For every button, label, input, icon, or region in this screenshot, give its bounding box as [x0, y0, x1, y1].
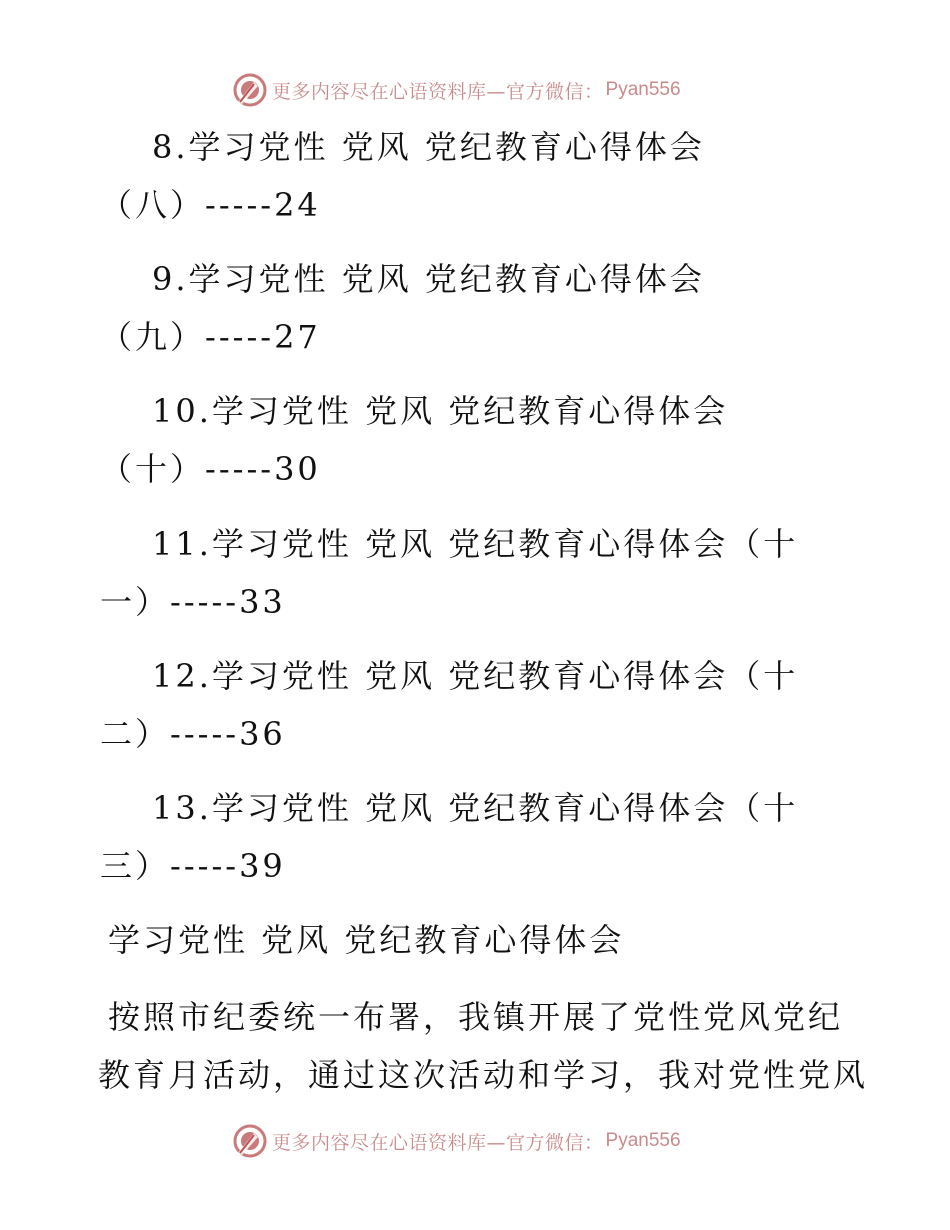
toc-entry-13-page: 三）-----39 — [100, 847, 286, 885]
section-title: 学习党性 党风 党纪教育心得体会 — [108, 921, 625, 959]
footer-watermark — [232, 1121, 681, 1161]
toc-entry-10-title: 10.学习党性 党风 党纪教育心得体会 — [152, 392, 729, 430]
quill-logo-icon — [232, 72, 268, 108]
body-line-1: 按照市纪委统一布署，我镇开展了党性党风党纪 — [108, 998, 844, 1036]
toc-entry-12-page: 二）-----36 — [100, 715, 286, 753]
toc-entry-8-title: 8.学习党性 党风 党纪教育心得体会 — [152, 128, 705, 166]
toc-entry-12-title: 12.学习党性 党风 党纪教育心得体会（十 — [152, 657, 799, 695]
toc-entry-10-page: （十）-----30 — [100, 450, 321, 488]
quill-logo-icon — [232, 1123, 268, 1159]
toc-entry-8-page: （八）-----24 — [100, 186, 321, 224]
toc-entry-9-title: 9.学习党性 党风 党纪教育心得体会 — [152, 260, 705, 298]
toc-entry-11-title: 11.学习党性 党风 党纪教育心得体会（十 — [152, 525, 799, 563]
watermark-text: 更多内容尽在心语资料库—官方微信： — [272, 1131, 604, 1154]
watermark-text: 更多内容尽在心语资料库—官方微信： — [272, 80, 604, 103]
header-watermark — [232, 70, 681, 110]
toc-entry-13-title: 13.学习党性 党风 党纪教育心得体会（十 — [152, 789, 799, 827]
watermark-handle: Pyan556 — [605, 79, 681, 100]
toc-entry-11-page: 一）-----33 — [100, 583, 286, 621]
toc-entry-9-page: （九）-----27 — [100, 318, 321, 356]
watermark-handle: Pyan556 — [605, 1130, 681, 1151]
body-line-2: 教育月活动，通过这次活动和学习，我对党性党风 — [98, 1056, 869, 1094]
